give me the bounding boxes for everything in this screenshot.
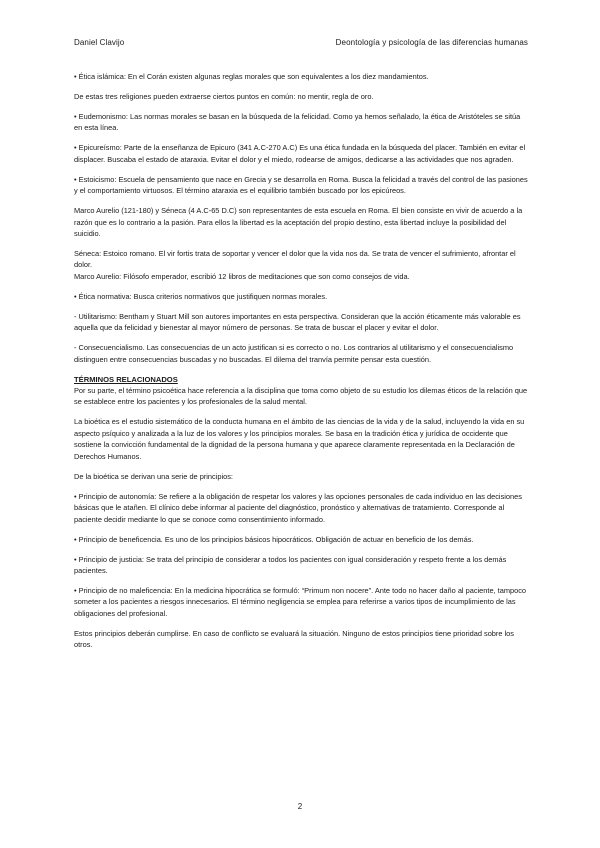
page-number: 2 [297,802,303,811]
paragraph-utilitarismo: - Utilitarismo: Bentham y Stuart Mill son autores importantes en esta perspectiva. Consideran que la acción éticamente más valorable es aquella que da felicidad y bienestar al mayor número de personas. Se trata de buscar el placer y evitar el dolor. [74,311,521,333]
paragraph-bioetica: La bioética es el estudio sistemático de la conducta humana en el ámbito de las ciencias de la vida y de la salud, incluyendo la vida en su aspecto psíquico y analizada a la luz de los valores y los principios morales. Se basa en la tradición ética y jurídica de occidente que sostiene la convicción fundamental de la dignidad de la persona humana y que aparece claramente representada en la Declaración de Derechos Humanos. [74,417,525,461]
paragraph-estoicismo: • Estoicismo: Escuela de pensamiento que nace en Grecia y se desarrolla en Roma. Busca la felicidad a través del control de las pasiones y el comportamiento virtuosos. El término ataraxia es el equilibrio también buscado por los epicúreos. [74,174,528,196]
paragraph-principio-autonomia: • Principio de autonomía: Se refiere a la obligación de respetar los valores y las opciones personales de cada individuo en las decisiones básicas que le atañen. El clínico debe informar al paciente del diagnóstico, pronóstico y alternativas de tratamiento. Corresponde al paciente decidir mediante lo que se conoce como consentimiento informado. [74,491,522,524]
paragraph-consecuencialismo: - Consecuencialismo. Las consecuencias de un acto justifican si es correcto o no. Los contrarios al utilitarismo y el consecuencialismo distinguen entre consecuencias buscadas y no buscadas. El dilema del tranvía permite pensar esta cuestión. [74,343,514,364]
paragraph-principio-beneficencia: • Principio de beneficencia. Es uno de los principios básicos hipocráticos. Obligación de actuar en beneficio de los demás. [74,534,474,544]
paragraph-etica-islamica: • Ética islámica: En el Corán existen algunas reglas morales que son equivalentes a los diez mandamientos. [74,72,429,81]
paragraph-etica-normativa: • Ética normativa: Busca criterios normativos que justifiquen normas morales. [74,291,328,301]
document-body [74,71,528,659]
paragraph-marco-aurelio-seneca: Marco Aurelio (121-180) y Séneca (4 A.C-65 D.C) son representantes de esta escuela en Roma. El bien consiste en vivir de acuerdo a la razón que es lo contrario a la pasión. Para ellos la libertad es la aceptación del propio destino, esta libertad incluye la posibilidad del suicidio. [74,206,523,239]
header-author: Daniel Clavijo [74,38,125,47]
paragraph-conclusion: Estos principios deberán cumplirse. En caso de conflicto se evaluará la situación. Ninguno de estos principios tiene prioridad sobre los otros. [74,628,514,650]
paragraph-principios-intro: De la bioética se derivan una serie de principios: [74,471,233,481]
section-heading: TÉRMINOS RELACIONADOS [74,374,178,384]
paragraph-principio-no-maleficencia: • Principio de no maleficencia: En la medicina hipocrática se formuló: “Primum non nocere”. Ante todo no hacer daño al paciente, tampoco someter a los pacientes a riesgos innecesarios. El término negligencia se emplea para referirse a varios tipos de incumplimiento de las obligaciones del profesional. [74,585,527,618]
header-subject: Deontología y psicología de las diferencias humanas [335,38,528,47]
page-header [74,38,528,52]
paragraph-marco-aurelio: Marco Aurelio: Filósofo emperador, escribió 12 libros de meditaciones que son como consejos de vida. [74,271,410,281]
paragraph-eudemonismo: • Eudemonismo: Las normas morales se basan en la búsqueda de la felicidad. Como ya hemos señalado, la ética de Aristóteles se sitúa en esta línea. [74,112,521,133]
paragraph-principio-justicia: • Principio de justicia: Se trata del principio de considerar a todos los pacientes con igual consideración y respeto frente a los demás pacientes. [74,554,507,575]
paragraph-epicureismo: • Epicureísmo: Parte de la enseñanza de Epicuro (341 A.C-270 A.C) Es una ética fundada en la búsqueda del placer. También en evitar el displacer. Buscaba el estado de ataraxia. Evitar el dolor y el miedo, rodearse de amigos, dedicarse a las actividades que nos agraden. [74,143,526,164]
paragraph-psicoetica: Por su parte, el término psicoética hace referencia a la disciplina que toma como objeto de su estudio los dilemas éticos de la relación que se establece entre los pacientes y los profesionales de la salud mental. [74,386,528,407]
paragraph-puntos-comunes: De estas tres religiones pueden extraerse ciertos puntos en común: no mentir, regla de oro. [74,92,374,101]
paragraph-seneca: Séneca: Estoico romano. El vir fortis trata de soportar y vencer el dolor que la vida nos da. Se trata de vencer el sufrimiento, afrontar el dolor. [74,249,516,270]
